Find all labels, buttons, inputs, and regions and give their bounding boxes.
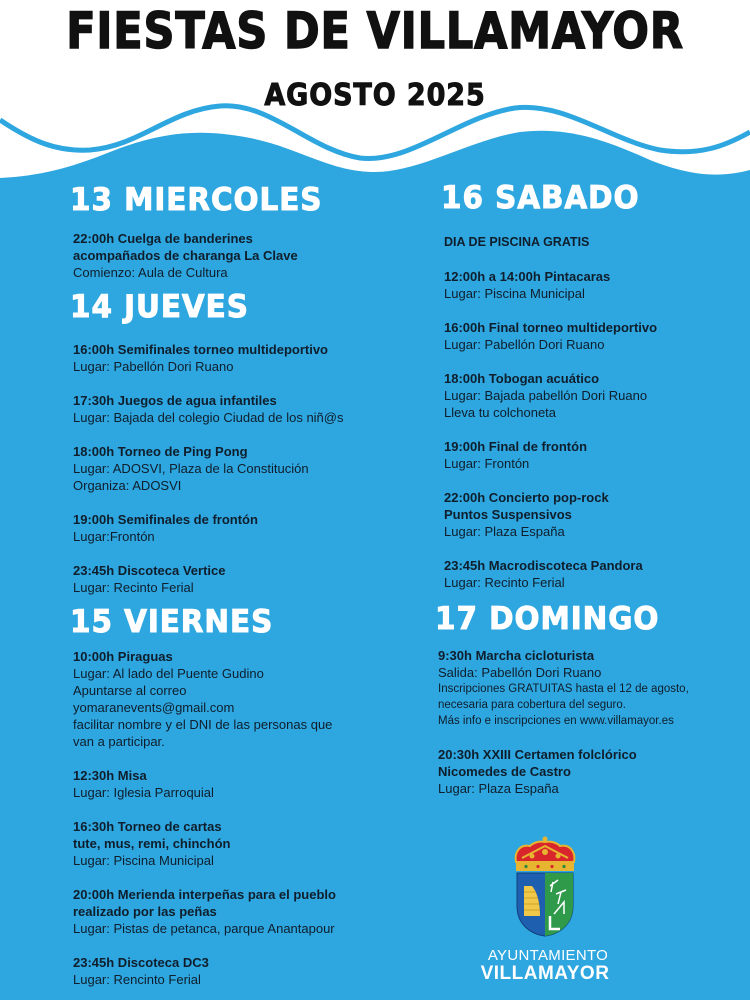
free-pool-notice: DIA DE PISCINA GRATIS [444, 235, 590, 249]
day-section-17 [435, 599, 744, 797]
event-item [73, 818, 413, 869]
event-title: 9:30h Marcha cicloturista [438, 648, 595, 663]
org-label: AYUNTAMIENTO [487, 947, 609, 964]
event-item [444, 319, 744, 353]
event-detail: Inscripciones GRATUITAS hasta el 12 de agosto, [438, 683, 689, 695]
day-section-15 [70, 602, 413, 988]
event-detail: Lugar: Plaza España [438, 781, 559, 796]
event-title: 16:00h Final torneo multideportivo [444, 320, 658, 335]
event-detail: Lleva tu colchoneta [444, 405, 557, 420]
event-item [73, 648, 413, 750]
event-detail: Lugar: Pabellón Dori Ruano [73, 359, 234, 374]
event-title: 23:45h Macrodiscoteca Pandora [444, 558, 643, 573]
day-heading: 14 JUEVES [70, 289, 249, 325]
event-detail: Organiza: ADOSVI [73, 478, 182, 493]
event-item [444, 489, 744, 540]
event-title: Puntos Suspensivos [444, 507, 572, 522]
event-item [73, 562, 413, 596]
event-detail: Lugar: Frontón [444, 456, 530, 471]
poster-subtitle: AGOSTO 2025 [264, 78, 486, 113]
event-detail: Lugar:Frontón [73, 529, 155, 544]
event-detail: Lugar: Recinto Ferial [73, 580, 194, 595]
event-item [444, 268, 744, 302]
event-detail: van a participar. [73, 734, 165, 749]
event-detail: yomaranevents@gmail.com [73, 700, 235, 715]
event-item [438, 647, 744, 729]
event-item [73, 341, 413, 375]
event-detail: Lugar: Bajada pabellón Dori Ruano [444, 388, 648, 403]
event-item [73, 954, 413, 988]
event-title: 12:00h a 14:00h Pintacaras [444, 269, 611, 284]
event-item [444, 438, 744, 472]
event-item [73, 886, 413, 937]
event-detail: Más info e inscripciones en www.villamayor.es [438, 715, 674, 727]
event-detail: Apuntarse al correo [73, 683, 187, 698]
event-title: 22:00h Cuelga de banderines [73, 231, 253, 246]
event-item [73, 230, 413, 281]
event-title: tute, mus, remi, chinchón [73, 836, 231, 851]
event-detail: Lugar: Rencinto Ferial [73, 972, 201, 987]
event-title: 16:00h Semifinales torneo multideportivo [73, 342, 328, 357]
event-detail: Lugar: Recinto Ferial [444, 575, 565, 590]
event-title: 23:45h Discoteca Vertice [73, 563, 226, 578]
day-heading: 15 VIERNES [70, 604, 274, 640]
schedule-left-column [70, 180, 413, 988]
event-title: 20:30h XXIII Certamen folclórico [438, 747, 637, 762]
event-detail: Lugar: Pabellón Dori Ruano [444, 337, 605, 352]
event-title: 10:00h Piraguas [73, 649, 173, 664]
event-title: 18:00h Tobogan acuático [444, 371, 600, 386]
event-detail: Comienzo: Aula de Cultura [73, 265, 228, 280]
day-heading: 13 MIERCOLES [70, 182, 323, 218]
event-item [73, 767, 413, 801]
event-title: 22:00h Concierto pop-rock [444, 490, 609, 505]
event-detail: Lugar: Piscina Municipal [444, 286, 585, 301]
event-title: 16:30h Torneo de cartas [73, 819, 222, 834]
event-detail: Lugar: ADOSVI, Plaza de la Constitución [73, 461, 309, 476]
event-title: 12:30h Misa [73, 768, 147, 783]
event-item [444, 557, 744, 591]
event-detail: Lugar: Pistas de petanca, parque Anantapour [73, 921, 335, 936]
event-title: 20:00h Merienda interpeñas para el pueblo [73, 887, 336, 902]
event-item [444, 370, 744, 421]
day-section-14 [70, 287, 413, 596]
event-title: acompañados de charanga La Clave [73, 248, 298, 263]
day-heading: 17 DOMINGO [435, 601, 660, 637]
event-detail: facilitar nombre y el DNI de las personas que [73, 717, 333, 732]
event-title: 23:45h Discoteca DC3 [73, 955, 209, 970]
event-title: 19:00h Final de frontón [444, 439, 588, 454]
event-detail: Lugar: Iglesia Parroquial [73, 785, 214, 800]
org-name: VILLAMAYOR [480, 963, 610, 984]
day-section-13 [70, 180, 413, 281]
schedule-right-column [435, 178, 744, 797]
day-section-16 [441, 178, 744, 591]
event-detail: Lugar: Plaza España [444, 524, 565, 539]
event-title: realizado por las peñas [73, 904, 217, 919]
event-title: 18:00h Torneo de Ping Pong [73, 444, 248, 459]
coat-of-arms-icon [512, 836, 578, 940]
event-title: Nicomedes de Castro [438, 764, 571, 779]
event-title: 19:00h Semifinales de frontón [73, 512, 258, 527]
event-detail: Lugar: Bajada del colegio Ciudad de los niñ@s [73, 410, 344, 425]
event-item [438, 746, 744, 797]
event-detail: Lugar: Piscina Municipal [73, 853, 214, 868]
day-heading: 16 SABADO [441, 180, 640, 216]
event-title: 17:30h Juegos de agua infantiles [73, 393, 277, 408]
poster-title: FIESTAS DE VILLAMAYOR [66, 2, 684, 60]
event-item [73, 443, 413, 494]
event-item [73, 392, 413, 426]
event-detail: necesaria para cobertura del seguro. [438, 699, 626, 711]
event-item [73, 511, 413, 545]
event-detail: Salida: Pabellón Dori Ruano [438, 665, 602, 680]
event-detail: Lugar: Al lado del Puente Gudino [73, 666, 264, 681]
